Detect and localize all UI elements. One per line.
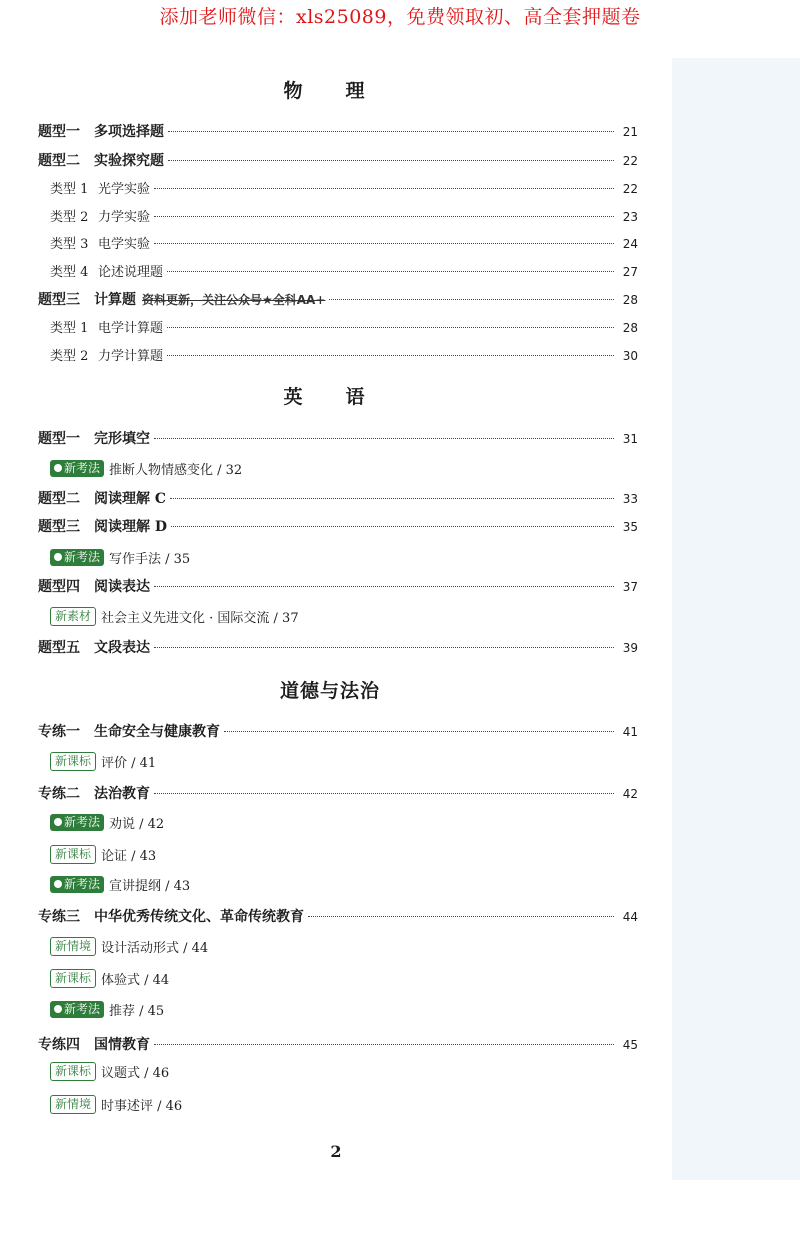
toc-row[interactable]	[38, 150, 638, 170]
toc-title: 力学计算题	[98, 349, 164, 364]
badge-new-curriculum: 新课标	[50, 845, 96, 864]
toc-title: 实验探究题	[94, 153, 164, 169]
toc-row[interactable]	[38, 721, 638, 741]
section-title-english: 英 语	[283, 386, 377, 408]
toc-prefix: 题型一	[38, 124, 80, 140]
toc-row[interactable]	[38, 906, 638, 926]
badge-new-curriculum: 新课标	[50, 969, 96, 988]
badge-new-scenario: 新情境	[50, 937, 96, 956]
toc-row[interactable]	[50, 345, 638, 364]
toc-note[interactable]	[50, 548, 190, 567]
note-text: 设计活动形式 / 44	[101, 941, 209, 956]
toc-row[interactable]	[38, 121, 638, 141]
toc-title: 电学实验	[98, 237, 151, 252]
toc-page: 28	[622, 293, 638, 307]
toc-page: 37	[622, 580, 638, 594]
toc-prefix: 专练一	[38, 724, 80, 740]
toc-prefix: 类型 1	[50, 182, 89, 197]
badge-new-method: 新考法	[50, 876, 104, 893]
note-text: 劝说 / 42	[109, 817, 165, 832]
toc-title: 阅读表达	[94, 579, 150, 595]
toc-page: 33	[622, 492, 638, 506]
leader-dots	[224, 731, 614, 732]
section-title-physics: 物 理	[283, 80, 377, 102]
toc-title: 计算题	[94, 292, 136, 308]
toc-prefix: 题型三	[38, 519, 80, 535]
toc-title: 法治教育	[94, 786, 150, 802]
toc-prefix: 题型二	[38, 153, 80, 169]
toc-page: 23	[622, 210, 638, 224]
toc-prefix: 专练三	[38, 909, 80, 925]
toc-row[interactable]	[38, 1034, 638, 1054]
leader-dots	[167, 327, 614, 328]
toc-title: 文段表达	[94, 640, 150, 656]
toc-page: 35	[622, 520, 638, 534]
toc-row[interactable]	[50, 317, 638, 336]
toc-page: 42	[622, 787, 638, 801]
leader-dots	[154, 586, 614, 587]
toc-note[interactable]	[50, 459, 242, 478]
toc-row[interactable]	[50, 261, 638, 280]
toc-prefix: 题型一	[38, 431, 80, 447]
toc-note[interactable]	[50, 813, 164, 832]
promo-banner: 添加老师微信：xls25089，免费领取初、高全套押题卷	[159, 6, 641, 28]
leader-dots	[167, 271, 614, 272]
toc-page: 31	[622, 432, 638, 446]
toc-title: 国情教育	[94, 1037, 150, 1053]
leader-dots	[329, 299, 614, 300]
badge-new-curriculum: 新课标	[50, 752, 96, 771]
badge-new-material: 新素材	[50, 607, 96, 626]
note-text: 议题式 / 46	[101, 1066, 170, 1081]
toc-note[interactable]	[50, 1062, 169, 1081]
toc-page: 27	[622, 265, 638, 279]
toc-prefix: 类型 1	[50, 321, 89, 336]
leader-dots	[154, 793, 614, 794]
note-text: 宣讲提纲 / 43	[109, 879, 191, 894]
leader-dots	[168, 160, 614, 161]
toc-prefix: 专练四	[38, 1037, 80, 1053]
toc-note[interactable]	[50, 607, 299, 626]
toc-prefix: 类型 4	[50, 265, 89, 280]
leader-dots	[154, 647, 614, 648]
badge-new-method: 新考法	[50, 549, 104, 566]
note-text: 论证 / 43	[101, 849, 157, 864]
badge-new-curriculum: 新课标	[50, 1062, 96, 1081]
lightbulb-icon	[54, 553, 62, 561]
toc-row[interactable]	[50, 233, 638, 252]
toc-row[interactable]	[38, 576, 638, 596]
toc-page: 30	[622, 349, 638, 363]
toc-title: 多项选择题	[94, 124, 164, 140]
toc-prefix: 类型 3	[50, 237, 89, 252]
toc-prefix: 题型二	[38, 491, 80, 507]
toc-row[interactable]	[50, 178, 638, 197]
note-text: 推荐 / 45	[109, 1004, 165, 1019]
toc-row[interactable]	[38, 783, 638, 803]
toc-title: 中华优秀传统文化、革命传统教育	[94, 909, 304, 925]
toc-prefix: 题型四	[38, 579, 80, 595]
note-text: 写作手法 / 35	[109, 552, 191, 567]
toc-prefix: 题型五	[38, 640, 80, 656]
note-text: 体验式 / 44	[101, 973, 170, 988]
toc-prefix: 专练二	[38, 786, 80, 802]
toc-page: 44	[622, 910, 638, 924]
toc-row[interactable]	[38, 488, 638, 508]
toc-row[interactable]	[38, 428, 638, 448]
toc-page: 45	[622, 1038, 638, 1052]
toc-page: 28	[622, 321, 638, 335]
note-text: 推断人物情感变化 / 32	[109, 463, 243, 478]
toc-note[interactable]	[50, 969, 169, 988]
side-strip	[672, 58, 800, 1180]
toc-prefix: 题型三	[38, 292, 80, 308]
toc-title: 阅读理解 C	[94, 491, 167, 507]
toc-prefix: 类型 2	[50, 210, 89, 225]
toc-note[interactable]	[50, 1000, 164, 1019]
leader-dots	[154, 216, 614, 217]
overlay-note: 资料更新，关注公众号★全科AA+	[142, 293, 326, 307]
leader-dots	[170, 498, 614, 499]
toc-page: 39	[622, 641, 638, 655]
leader-dots	[154, 438, 614, 439]
toc-note[interactable]	[50, 752, 156, 771]
toc-title: 完形填空	[94, 431, 150, 447]
toc-note[interactable]	[50, 875, 190, 894]
note-text: 评价 / 41	[101, 756, 157, 771]
toc-note[interactable]	[50, 1095, 182, 1114]
leader-dots	[154, 1044, 614, 1045]
toc-title: 光学实验	[98, 182, 151, 197]
toc-page: 21	[622, 125, 638, 139]
section-title-morality: 道德与法治	[279, 680, 380, 702]
toc-prefix: 类型 2	[50, 349, 89, 364]
leader-dots	[154, 188, 614, 189]
toc-title: 电学计算题	[98, 321, 164, 336]
toc-title: 论述说理题	[98, 265, 164, 280]
toc-title: 力学实验	[98, 210, 151, 225]
lightbulb-icon	[54, 464, 62, 472]
toc-note[interactable]	[50, 937, 208, 956]
leader-dots	[168, 131, 614, 132]
toc-page: 41	[622, 725, 638, 739]
note-text: 社会主义先进文化 · 国际交流 / 37	[101, 611, 299, 626]
toc-row[interactable]	[38, 289, 638, 309]
toc-page: 22	[622, 182, 638, 196]
leader-dots	[167, 355, 614, 356]
page-number: 2	[330, 1142, 342, 1161]
badge-new-scenario: 新情境	[50, 1095, 96, 1114]
toc-row[interactable]	[38, 637, 638, 657]
badge-new-method: 新考法	[50, 1001, 104, 1018]
leader-dots	[308, 916, 614, 917]
lightbulb-icon	[54, 818, 62, 826]
leader-dots	[171, 526, 614, 527]
toc-page: 24	[622, 237, 638, 251]
lightbulb-icon	[54, 1005, 62, 1013]
leader-dots	[154, 243, 614, 244]
toc-row[interactable]	[38, 516, 638, 536]
badge-new-method: 新考法	[50, 460, 104, 477]
note-text: 时事述评 / 46	[101, 1099, 183, 1114]
badge-new-method: 新考法	[50, 814, 104, 831]
toc-title: 阅读理解 D	[94, 519, 168, 535]
toc-page: 22	[622, 154, 638, 168]
lightbulb-icon	[54, 880, 62, 888]
toc-row[interactable]	[50, 206, 638, 225]
toc-note[interactable]	[50, 845, 156, 864]
toc-title: 生命安全与健康教育	[94, 724, 220, 740]
